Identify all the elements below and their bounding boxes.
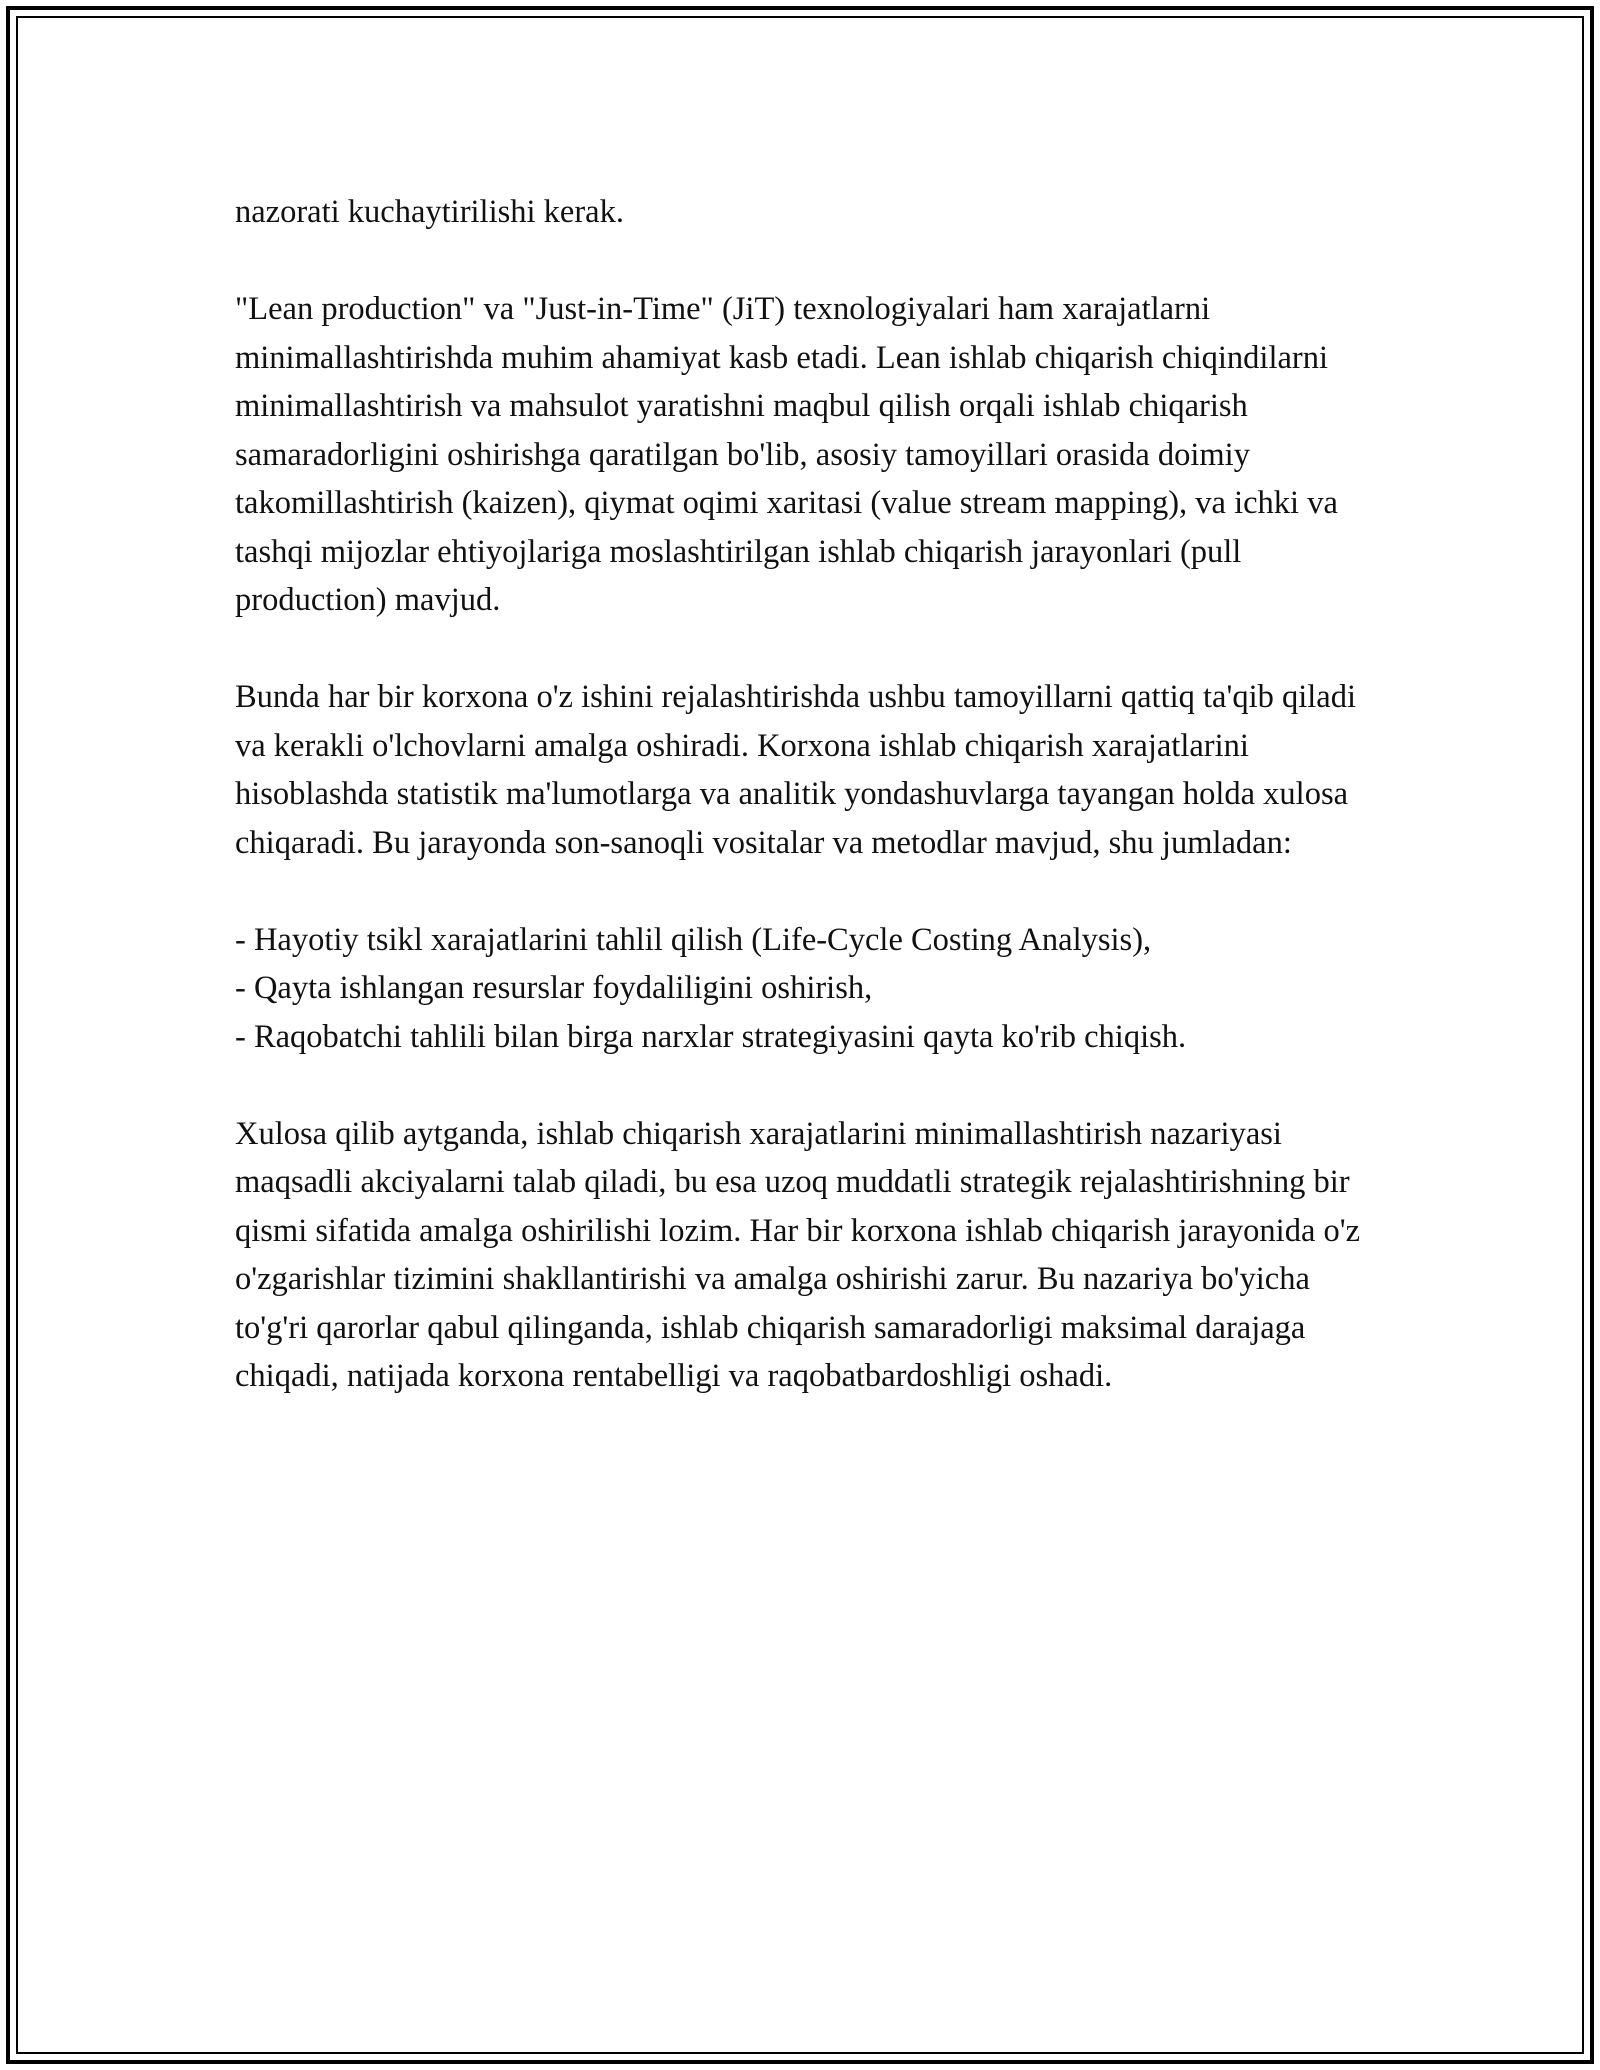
list-item: - Hayotiy tsikl xarajatlarini tahlil qilish (Life-Cycle Costing Analysis), — [235, 921, 1152, 958]
paragraph-conclusion: Xulosa qilib aytganda, ishlab chiqarish xarajatlarini minimallashtirish nazariyasi maqsadli akciyalarni talab qiladi, bu esa uzoq muddatli strategik rejalashtirishning bir qismi sifatida amalga oshirilishi lozim. Har bir korxona ishlab chiqarish jarayonida o'z o'zgarishlar tizimini shakllantirishi va amalga oshirishi zarur. Bu nazariya bo'yicha to'g'ri qarorlar qabul qilinganda, ishlab chiqarish samaradorligi maksimal darajaga chiqadi, natijada korxona rentabelligi va raqobatbardoshligi oshadi. — [235, 1115, 1361, 1394]
paragraph-continuation: nazorati kuchaytirilishi kerak. — [235, 194, 624, 230]
paragraph-planning: Bunda har bir korxona o'z ishini rejalashtirishda ushbu tamoyillarni qattiq ta'qib qiladi va kerakli o'lchovlarni amalga oshiradi. Korxona ishlab chiqarish xarajatlarini hisoblashda statistik ma'lumotlarga va analitik yondashuvlarga tayangan holda xulosa chiqaradi. Bu jarayonda son-sanoqli vositalar va metodlar mavjud, shu jumladan: — [235, 679, 1356, 861]
paragraph-lean-production: "Lean production" va "Just-in-Time" (JiT) texnologiyalari ham xarajatlarni minimallashtirishda muhim ahamiyat kasb etadi. Lean ishlab chiqarish chiqindilarni minimallashtirish va mahsulot yaratishni maqbul qilish orqali ishlab chiqarish samaradorligini oshirishga qaratilgan bo'lib, asosiy tamoyillari orasida doimiy takomillashtirish (kaizen), qiymat oqimi xaritasi (value stream mapping), va ichki va tashqi mijozlar ehtiyojlariga moslashtirilgan ishlab chiqarish jarayonlari (pull production) mavjud. — [235, 291, 1338, 618]
methods-list — [235, 916, 1375, 1062]
list-item: - Qayta ishlangan resurslar foydaliligini oshirish, — [235, 970, 873, 1006]
list-item: - Raqobatchi tahlili bilan birga narxlar strategiyasini qayta ko'rib chiqish. — [235, 1018, 1187, 1055]
document-body — [235, 188, 1375, 1449]
